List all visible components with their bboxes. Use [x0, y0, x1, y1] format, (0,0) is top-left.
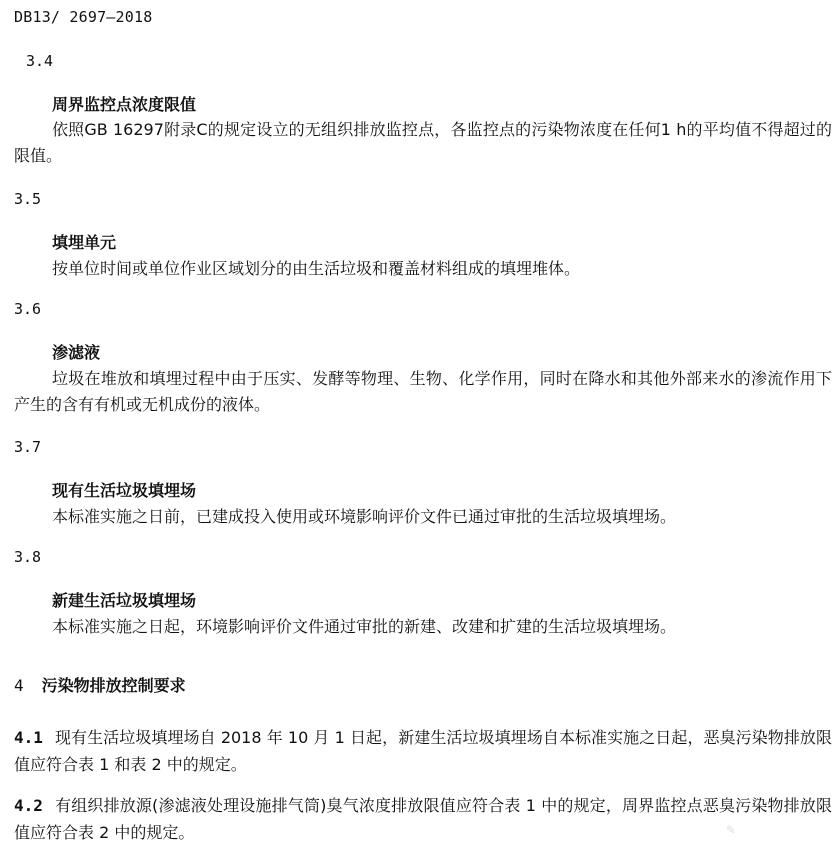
clause-number: 4.1 [14, 728, 43, 747]
term-title: 填埋单元 [52, 233, 117, 252]
section-number: 3.6 [14, 300, 42, 318]
clause-text: 现有生活垃圾填埋场自 2018 年 10 月 1 日起，新建生活垃圾填埋场自本标准实施之日起，恶臭污染物排放限值应符合表 1 和表 2 中的规定。 [14, 728, 832, 774]
document-code-header: DB13/ 2697—2018 [14, 8, 153, 26]
term-definition: 按单位时间或单位作业区域划分的由生活垃圾和覆盖材料组成的填埋堆体。 [52, 259, 581, 278]
clause-text: 有组织排放源(渗滤液处理设施排气筒)臭气浓度排放限值应符合表 1 中的规定，周界监控点恶臭污染物排放限值应符合表 2 中的规定。 [14, 796, 832, 842]
watermark-mark: ✎ [725, 823, 736, 837]
requirement-clause [14, 724, 832, 778]
term-definition: 本标准实施之日前，已建成投入使用或环境影响评价文件已通过审批的生活垃圾填埋场。 [52, 507, 677, 526]
requirement-clause [14, 792, 832, 846]
term-title: 渗滤液 [52, 343, 101, 362]
clause-number: 4.2 [14, 796, 43, 815]
section-number: 3.7 [14, 438, 42, 456]
section-number: 3.4 [26, 52, 54, 70]
section-number: 3.5 [14, 190, 42, 208]
chapter-title: 污染物排放控制要求 [41, 676, 186, 695]
term-definition: 本标准实施之日起，环境影响评价文件通过审批的新建、改建和扩建的生活垃圾填埋场。 [52, 617, 677, 636]
term-definition: 依照GB 16297附录C的规定设立的无组织排放监控点，各监控点的污染物浓度在任何1 h的平均值不得超过的限值。 [14, 120, 832, 165]
section-number: 3.8 [14, 548, 42, 566]
chapter-heading [14, 673, 186, 696]
chapter-number: 4 [14, 676, 24, 695]
term-definition: 垃圾在堆放和填埋过程中由于压实、发酵等物理、生物、化学作用，同时在降水和其他外部来水的渗流作用下产生的含有有机或无机成份的液体。 [14, 369, 832, 414]
term-title: 周界监控点浓度限值 [52, 95, 197, 114]
term-title: 新建生活垃圾填埋场 [52, 591, 197, 610]
term-title: 现有生活垃圾填埋场 [52, 481, 197, 500]
